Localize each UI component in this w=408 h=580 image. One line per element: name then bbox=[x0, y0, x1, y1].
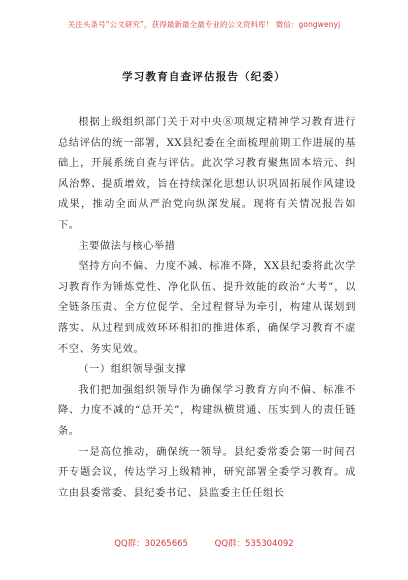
footer-qq-groups bbox=[0, 537, 408, 549]
paragraph-intro: 根据上级组织部门关于对中央⑧项规定精神学习教育进行总结评估的统一部署，XX县纪委在全面梳理前期工作进展的基础上，开展系统自查与评估。此次学习教育聚焦固本培元、纠风治弊、提质增效，旨在持续深化思想认识巩固拓展作风建设成果，推动全面从严治党向纵深发展。现将有关情况报告如下。 bbox=[58, 117, 356, 231]
document-body bbox=[58, 113, 356, 504]
section-heading-main: 主要做法与核心举措 bbox=[78, 240, 176, 252]
paragraph-point-1: 一是高位推动，确保统一领导。县纪委常委会第一时间召开专题会议，传达学习上级精神，研究部署全委学习教育。成立由县委常委、县纪委书记、县监委主任任组长 bbox=[58, 446, 356, 499]
header-banner: 关注头条号“公文研究”，获得最新最全最专业的公文资料库！ 微信：gongwenyj bbox=[67, 20, 341, 29]
footer-qq-2: QQ群：535304092 bbox=[214, 539, 294, 549]
paragraph-leadership: 我们把加强组织领导作为确保学习教育方向不偏、标准不降、力度不减的“总开关”，构建纵横贯通、压实到人的责任链条。 bbox=[58, 384, 356, 437]
paragraph-approach: 坚持方向不偏、力度不减、标准不降，XX县纪委将此次学习教育作为锤炼党性、净化队伍、提升效能的政治“大考”，以全链条压责、全方位促学、全过程督导为牵引，构建从谋划到落实、从过程到成效环环相扣的推进体系，确保学习教育不虚不空、务实见效。 bbox=[58, 261, 356, 355]
document-title: 学习教育自查评估报告（纪委） bbox=[122, 71, 286, 83]
footer-qq-1: QQ群：30265665 bbox=[114, 539, 188, 549]
subsection-heading-1: （一）组织领导强支撑 bbox=[78, 364, 187, 376]
